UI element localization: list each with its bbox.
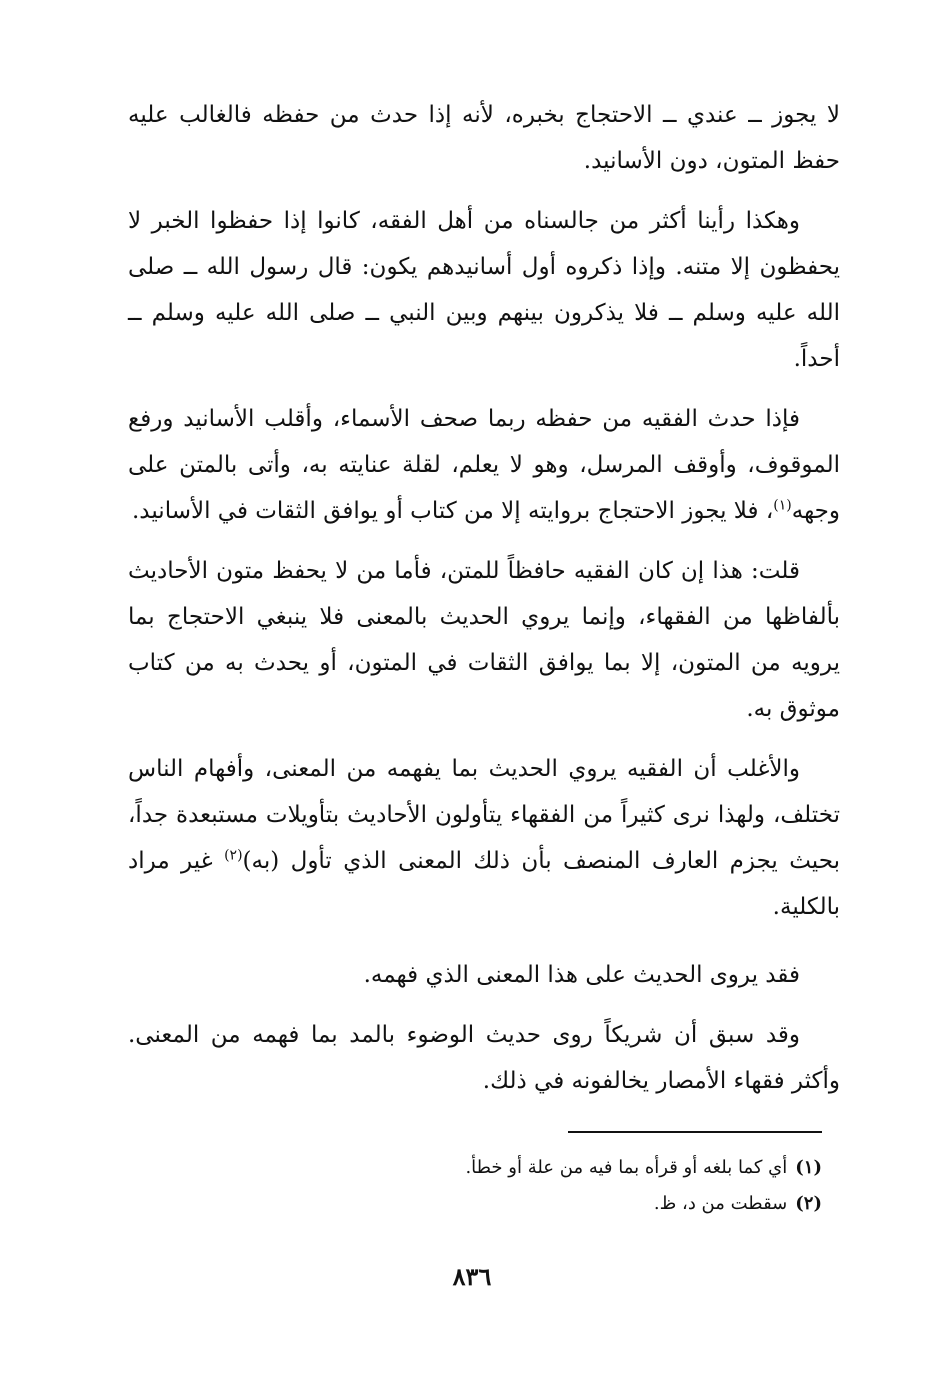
footnote-2 xyxy=(300,1186,822,1222)
footnote-2-text: سقطت من د، ظ. xyxy=(653,1193,788,1214)
paragraph-6-line-1: فقد يروى الحديث على هذا المعنى الذي فهمه. xyxy=(363,962,800,988)
footnote-1 xyxy=(300,1150,822,1186)
paragraph-7-line-1: وقد سبق أن شريكاً روى حديث الوضوء بالمد بما فهمه من المعنى. وأكثر xyxy=(128,1022,840,1094)
footnotes xyxy=(300,1150,822,1222)
paragraph-5 xyxy=(128,746,840,930)
footnote-ref-2[interactable]: (٢) xyxy=(224,847,243,864)
paragraph-4 xyxy=(128,548,840,732)
paragraph-1-line-2: حفظ المتون، دون الأسانيد. xyxy=(583,148,840,174)
paragraph-5-line-2: تختلف، ولهذا نرى كثيراً من الفقهاء يتأولون الأحاديث بتأويلات مستبعدة جداً، xyxy=(128,802,840,828)
paragraph-2-line-4: أحداً. xyxy=(793,346,840,372)
paragraph-5-line-4: بالكلية. xyxy=(772,894,840,920)
paragraph-1 xyxy=(128,92,840,184)
paragraph-3-line-2: الموقوف، وأوقف المرسل، وهو لا يعلم، لقلة عنايته به، وأتى بالمتن على xyxy=(128,452,840,478)
paragraph-3-line-3a: وجهه xyxy=(791,498,840,524)
footnote-divider xyxy=(568,1131,822,1133)
paragraph-3-line-4: الأسانيد. xyxy=(131,498,211,524)
footnote-ref-1[interactable]: (١) xyxy=(773,497,792,514)
footnote-1-text: أي كما بلغه أو قرأه بما فيه من علة أو خطأ. xyxy=(465,1157,788,1178)
paragraph-7 xyxy=(128,1012,840,1104)
paragraph-5-line-3a: بحيث يجزم العارف المنصف بأن ذلك المعنى الذي تأول (به) xyxy=(242,848,840,874)
paragraph-4-line-2: بألفاظها من الفقهاء، وإنما يروي الحديث بالمعنى فلا ينبغي الاحتجاج بما يرويه xyxy=(128,604,841,676)
paragraph-4-line-1: قلت: هذا إن كان الفقيه حافظاً للمتن، فأما من لا يحفظ متون الأحاديث xyxy=(128,558,800,584)
paragraph-2-line-3: الله عليه وسلم ــ فلا يذكرون بينهم وبين النبي ــ صلى الله عليه وسلم ــ xyxy=(128,300,840,326)
paragraph-5-line-1: والأغلب أن الفقيه يروي الحديث بما يفهمه من المعنى، وأفهام الناس xyxy=(128,756,800,782)
paragraph-3-line-1: فإذا حدث الفقيه من حفظه ربما صحف الأسماء، وأقلب الأسانيد ورفع xyxy=(128,406,800,432)
paragraph-2-line-1: وهكذا رأينا أكثر من جالسناه من أهل الفقه، كانوا إذا حفظوا الخبر xyxy=(151,208,800,234)
paragraph-6 xyxy=(128,952,840,998)
footnote-1-number: (١) xyxy=(795,1157,822,1178)
page-number: ٨٣٦ xyxy=(452,1262,492,1291)
paragraph-3-line-3b: ، فلا يجوز الاحتجاج بروايته إلا من كتاب أو يوافق الثقات في xyxy=(217,498,774,524)
paragraph-4-line-3: من المتون، إلا بما يوافق الثقات في المتون، أو يحدث به من كتاب موثوق به. xyxy=(128,650,840,722)
paragraph-1-line-1: لا يجوز ــ عندي ــ الاحتجاج بخبره، لأنه إذا حدث من حفظه فالغالب عليه xyxy=(128,102,840,128)
page-body xyxy=(128,92,840,1118)
paragraph-2-line-2: لا يحفظون إلا متنه. وإذا ذكروه أول أسانيدهم يكون: قال رسول الله ــ صلى xyxy=(128,208,840,280)
paragraph-3 xyxy=(128,396,840,534)
paragraph-7-line-2: فقهاء الأمصار يخالفونه في ذلك. xyxy=(482,1068,785,1094)
paragraph-5-line-3b: غير مراد xyxy=(128,848,225,874)
paragraph-2 xyxy=(128,198,840,382)
footnote-2-number: (٢) xyxy=(795,1193,822,1214)
